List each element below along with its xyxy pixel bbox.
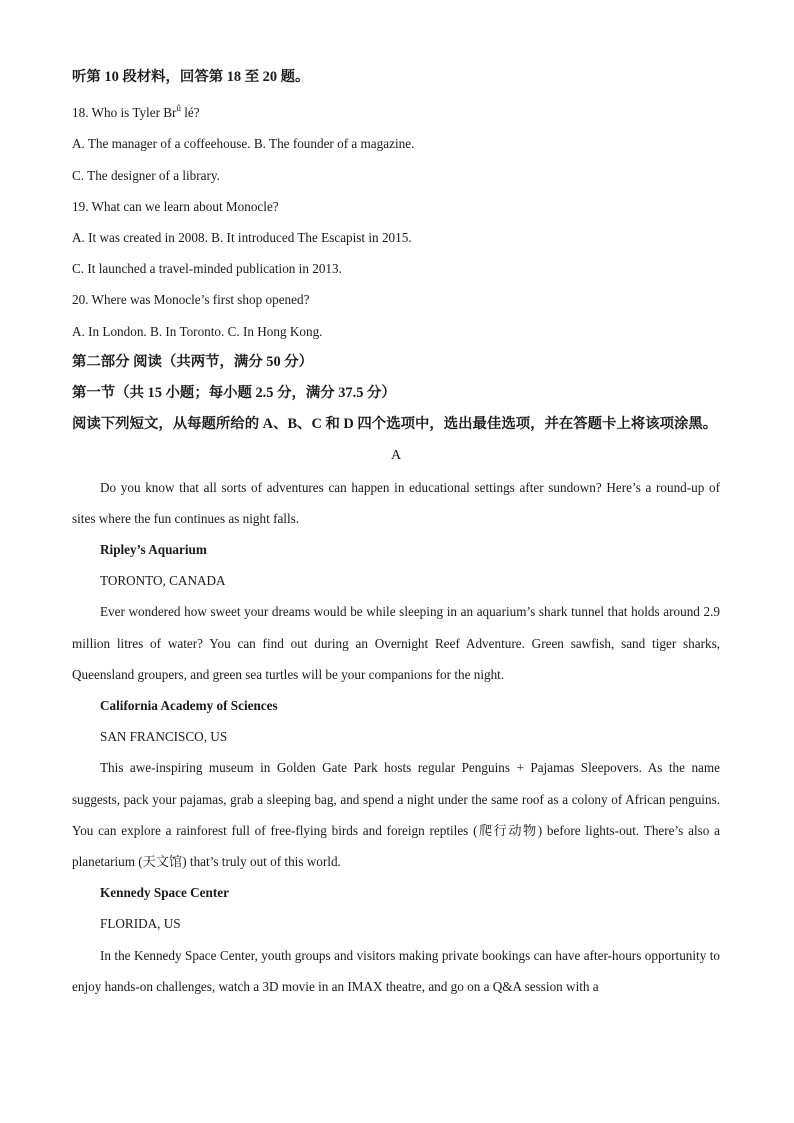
listening-heading: 听第 10 段材料，回答第 18 至 20 题。 [72,69,310,85]
q18-stem [72,93,720,128]
reading-part-heading: 第二部分 阅读（共两节，满分 50 分） [72,353,314,370]
document-page [72,62,720,1002]
reading-instructions: 阅读下列短文，从每题所给的 A、B、C 和 D 四个选项中，选出最佳选项，并在答题卡上将该项涂黑。 [72,416,718,433]
passage-intro: Do you know that all sorts of adventures can happen in educational settings after sundown? Here’s a round-up of sites where the fun continues as night falls. [72,479,720,526]
q19-options-line1: A. It was created in 2008. B. It introduced The Escapist in 2015. [72,230,412,246]
q18-stem-after: lé? [180,105,200,121]
passage-label: A [390,448,402,464]
site-location-california-academy: SAN FRANCISCO, US [100,729,228,745]
q18-stem-mark: ȗ [176,103,181,114]
q20-options-line1: A. In London. B. In Toronto. C. In Hong Kong. [72,323,323,339]
q20-stem: 20. Where was Monocle’s first shop opened? [72,292,310,308]
q18-options-line1: A. The manager of a coffeehouse. B. The founder of a magazine. [72,136,415,152]
site-name-ripleys: Ripley’s Aquarium [100,542,207,558]
site-text-ripleys: Ever wondered how sweet your dreams would be while sleeping in an aquarium’s shark tunnel that holds around 2.9 million litres of water? You can find out during an Overnight Reef Adventure. Green sawfish, sand tiger sharks, Queensland groupers, and green sea turtles will be your companions for the night. [72,604,720,682]
site-name-kennedy: Kennedy Space Center [100,885,229,901]
site-location-kennedy: FLORIDA, US [100,916,181,932]
site-name-california-academy: California Academy of Sciences [100,698,278,714]
site-location-ripleys: TORONTO, CANADA [100,573,226,589]
reading-section-heading: 第一节（共 15 小题；每小题 2.5 分，满分 37.5 分） [72,385,396,402]
site-text-kennedy: In the Kennedy Space Center, youth groups and visitors making private bookings can have after-hours opportunity to enjoy hands-on challenges, watch a 3D movie in an IMAX theatre, and go on a Q&A session with a [72,947,720,994]
q19-options-line2: C. It launched a travel-minded publication in 2013. [72,261,342,277]
q19-stem: 19. What can we learn about Monocle? [72,198,279,214]
q18-options-line2: C. The designer of a library. [72,167,220,183]
site-text-california-academy: This awe-inspiring museum in Golden Gate Park hosts regular Penguins + Pajamas Sleepovers. As the name suggests, pack your pajamas, grab a sleeping bag, and spend a night under the same roof as a colony of African penguins. You can explore a rainforest full of free-flying birds and foreign reptiles (爬行动物) before lights-out. There’s also a planetarium (天文馆) that’s truly out of this world. [72,760,720,870]
q18-stem-before: 18. Who is Tyler Br [72,105,177,121]
